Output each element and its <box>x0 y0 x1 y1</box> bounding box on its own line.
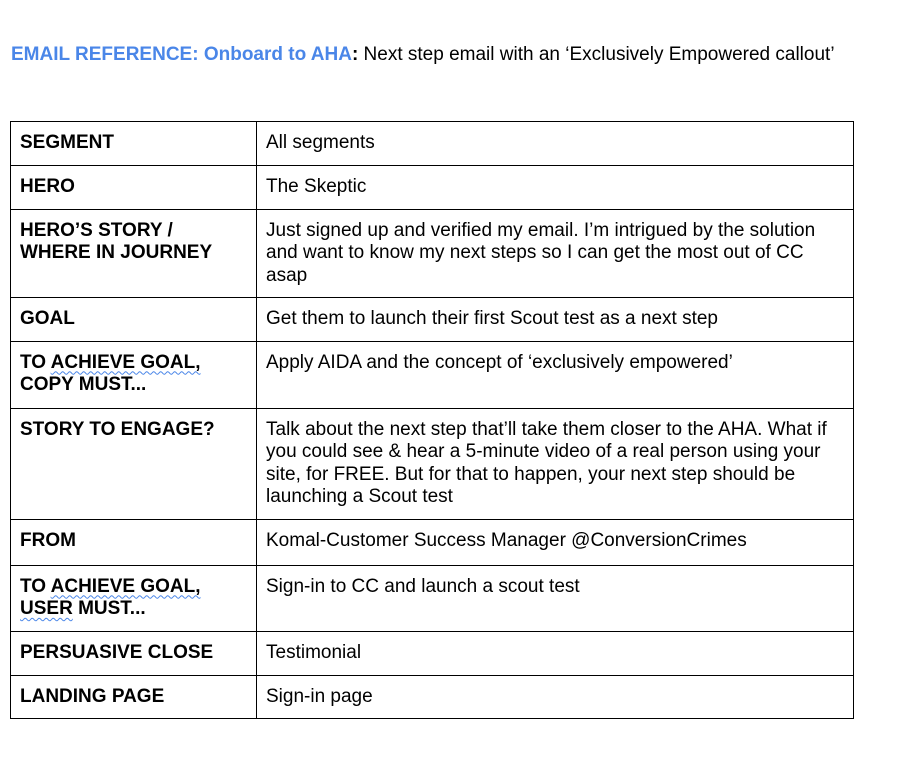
label-text: TO <box>20 575 51 597</box>
row-label-story-to-engage: STORY TO ENGAGE? <box>11 408 257 519</box>
table-row <box>11 209 854 298</box>
table-row <box>11 565 854 631</box>
row-value-persuasive-close: Testimonial <box>257 631 854 675</box>
row-label-user-must <box>11 565 257 631</box>
table-row <box>11 519 854 565</box>
email-description: Next step email with an ‘Exclusively Empowered callout’ <box>358 44 835 65</box>
row-value-hero: The Skeptic <box>257 166 854 210</box>
table-row <box>11 408 854 519</box>
row-label-hero: HERO <box>11 166 257 210</box>
row-value-heros-story: Just signed up and verified my email. I’m intrigued by the solution and want to know my next steps so I can get the most out of CC asap <box>257 209 854 298</box>
row-value-landing-page: Sign-in page <box>257 675 854 719</box>
email-reference-label: EMAIL REFERENCE: Onboard to AHA <box>11 44 352 65</box>
row-label-heros-story: HERO’S STORY / WHERE IN JOURNEY <box>11 209 257 298</box>
table-row <box>11 341 854 408</box>
table-row <box>11 631 854 675</box>
row-label-landing-page: LANDING PAGE <box>11 675 257 719</box>
spellcheck-underlined-text: USER <box>20 598 73 619</box>
row-value-user-must: Sign-in to CC and launch a scout test <box>257 565 854 631</box>
row-value-goal: Get them to launch their first Scout test as a next step <box>257 298 854 342</box>
label-text: TO <box>20 351 51 373</box>
table-row <box>11 166 854 210</box>
table-row <box>11 298 854 342</box>
row-value-from: Komal-Customer Success Manager @ConversionCrimes <box>257 519 854 565</box>
row-label-goal: GOAL <box>11 298 257 342</box>
row-label-persuasive-close: PERSUASIVE CLOSE <box>11 631 257 675</box>
row-value-story-to-engage: Talk about the next step that’ll take them closer to the AHA. What if you could see & hear a 5-minute video of a real person using your site, for FREE. But for that to happen, your next step should be launching a Scout test <box>257 408 854 519</box>
spellcheck-underlined-text: ACHIEVE GOAL, <box>50 351 201 373</box>
label-text: COPY MUST... <box>20 374 147 395</box>
label-text: MUST... <box>72 598 146 619</box>
spellcheck-underlined-text: ACHIEVE GOAL, <box>50 575 201 597</box>
row-value-copy-must: Apply AIDA and the concept of ‘exclusively empowered’ <box>257 341 854 408</box>
table-row <box>11 122 854 166</box>
row-value-segment: All segments <box>257 122 854 166</box>
table-row <box>11 675 854 719</box>
document-heading <box>11 42 871 68</box>
row-label-copy-must <box>11 341 257 408</box>
row-label-segment: SEGMENT <box>11 122 257 166</box>
heading-colon: : <box>351 44 359 65</box>
email-brief-table <box>10 121 854 719</box>
row-label-from: FROM <box>11 519 257 565</box>
